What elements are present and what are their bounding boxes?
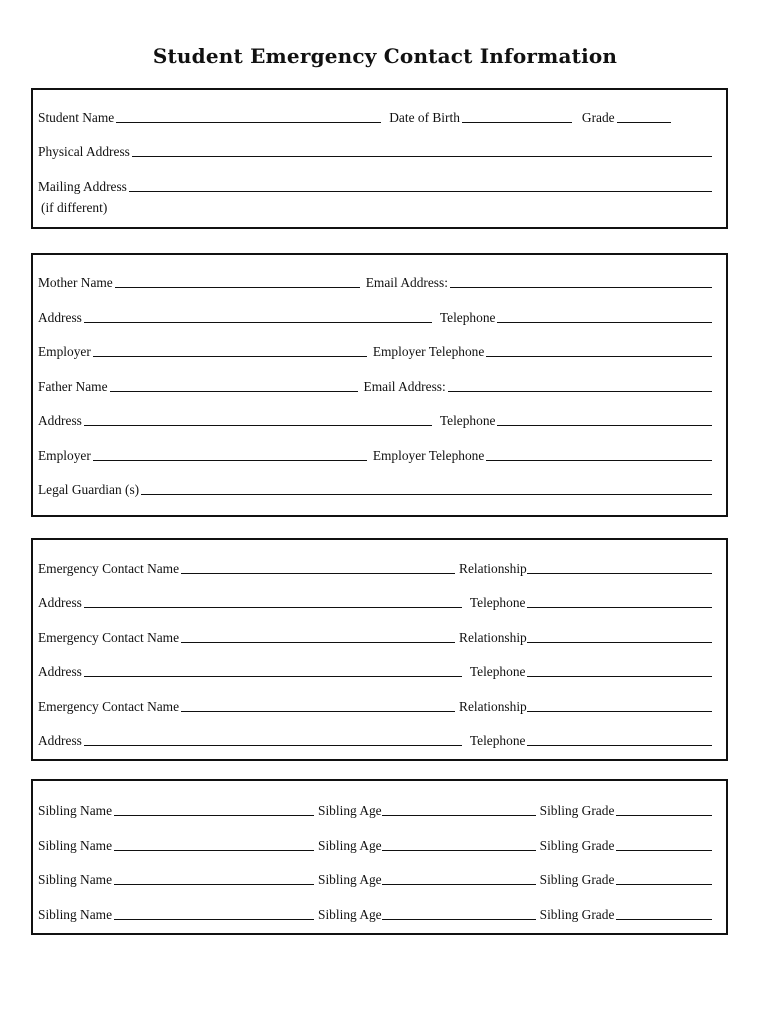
student-info-section (31, 88, 728, 229)
emergency-telephone-3-field[interactable] (527, 745, 712, 746)
emergency-address-1-label: Address (38, 595, 82, 610)
sibling-age-1-field[interactable] (382, 815, 536, 816)
mother-telephone-field[interactable] (497, 322, 712, 323)
mailing-address-field[interactable] (129, 191, 712, 192)
grade-field[interactable] (617, 122, 671, 123)
father-name-field[interactable] (110, 391, 358, 392)
emergency-telephone-1-field[interactable] (527, 607, 712, 608)
date-of-birth-label: Date of Birth (389, 110, 460, 125)
mother-address-label: Address (38, 310, 82, 325)
mailing-address-note: (if different) (41, 200, 108, 215)
emergency-address-3-field[interactable] (84, 745, 462, 746)
student-name-field[interactable] (116, 122, 381, 123)
emergency-contact-2-label: Emergency Contact Name (38, 630, 180, 645)
emergency-contact-1-name-field[interactable] (181, 573, 455, 574)
sibling-grade-4-field[interactable] (616, 919, 712, 920)
relationship-2-field[interactable] (527, 642, 712, 643)
father-name-label: Father Name (38, 379, 108, 394)
legal-guardian-field[interactable] (141, 494, 712, 495)
father-employer-field[interactable] (93, 460, 367, 461)
father-employer-telephone-field[interactable] (486, 460, 712, 461)
father-email-label: Email Address: (363, 379, 446, 394)
sibling-age-4-label: Sibling Age (318, 907, 382, 922)
mother-telephone-label: Telephone (439, 310, 496, 325)
sibling-grade-1-field[interactable] (616, 815, 712, 816)
father-email-field[interactable] (448, 391, 712, 392)
grade-label: Grade (581, 110, 615, 125)
relationship-1-field[interactable] (527, 573, 712, 574)
emergency-telephone-2-label: Telephone (469, 664, 526, 679)
sibling-name-2-field[interactable] (114, 850, 314, 851)
mother-employer-field[interactable] (93, 356, 367, 357)
sibling-grade-2-label: Sibling Grade (539, 838, 615, 853)
mother-name-field[interactable] (115, 287, 360, 288)
mother-email-field[interactable] (450, 287, 712, 288)
physical-address-label: Physical Address (38, 144, 130, 159)
sibling-grade-3-label: Sibling Grade (539, 872, 615, 887)
sibling-name-1-field[interactable] (114, 815, 314, 816)
date-of-birth-field[interactable] (462, 122, 572, 123)
emergency-address-2-label: Address (38, 664, 82, 679)
student-name-label: Student Name (38, 110, 115, 125)
sibling-age-3-label: Sibling Age (318, 872, 382, 887)
sibling-age-1-label: Sibling Age (318, 803, 382, 818)
emergency-contact-1-label: Emergency Contact Name (38, 561, 180, 576)
parent-info-section (31, 253, 728, 517)
emergency-telephone-2-field[interactable] (527, 676, 712, 677)
mother-employer-label: Employer (38, 344, 91, 359)
sibling-grade-3-field[interactable] (616, 884, 712, 885)
mother-email-label: Email Address: (365, 275, 448, 290)
sibling-grade-1-label: Sibling Grade (539, 803, 615, 818)
relationship-3-field[interactable] (527, 711, 712, 712)
sibling-name-2-label: Sibling Name (38, 838, 113, 853)
legal-guardian-label: Legal Guardian (s) (38, 482, 140, 497)
emergency-contact-2-name-field[interactable] (181, 642, 455, 643)
sibling-age-4-field[interactable] (382, 919, 536, 920)
emergency-telephone-3-label: Telephone (469, 733, 526, 748)
emergency-contact-3-label: Emergency Contact Name (38, 699, 180, 714)
relationship-1-label: Relationship (459, 561, 527, 576)
siblings-section (31, 779, 728, 935)
emergency-contacts-section (31, 538, 728, 761)
mother-employer-telephone-label: Employer Telephone (372, 344, 485, 359)
father-telephone-field[interactable] (497, 425, 712, 426)
father-telephone-label: Telephone (439, 413, 496, 428)
father-employer-telephone-label: Employer Telephone (372, 448, 485, 463)
sibling-name-3-field[interactable] (114, 884, 314, 885)
sibling-grade-2-field[interactable] (616, 850, 712, 851)
sibling-age-2-field[interactable] (382, 850, 536, 851)
emergency-address-1-field[interactable] (84, 607, 462, 608)
physical-address-field[interactable] (132, 156, 712, 157)
father-employer-label: Employer (38, 448, 91, 463)
sibling-name-4-field[interactable] (114, 919, 314, 920)
sibling-name-1-label: Sibling Name (38, 803, 113, 818)
emergency-address-3-label: Address (38, 733, 82, 748)
sibling-name-4-label: Sibling Name (38, 907, 113, 922)
sibling-age-2-label: Sibling Age (318, 838, 382, 853)
relationship-3-label: Relationship (459, 699, 527, 714)
sibling-name-3-label: Sibling Name (38, 872, 113, 887)
relationship-2-label: Relationship (459, 630, 527, 645)
mother-address-field[interactable] (84, 322, 432, 323)
emergency-address-2-field[interactable] (84, 676, 462, 677)
sibling-grade-4-label: Sibling Grade (539, 907, 615, 922)
emergency-telephone-1-label: Telephone (469, 595, 526, 610)
sibling-age-3-field[interactable] (382, 884, 536, 885)
father-address-label: Address (38, 413, 82, 428)
mother-name-label: Mother Name (38, 275, 113, 290)
mother-employer-telephone-field[interactable] (486, 356, 712, 357)
mailing-address-label: Mailing Address (38, 179, 127, 194)
form-title: Student Emergency Contact Information (152, 44, 618, 68)
emergency-contact-3-name-field[interactable] (181, 711, 455, 712)
father-address-field[interactable] (84, 425, 432, 426)
